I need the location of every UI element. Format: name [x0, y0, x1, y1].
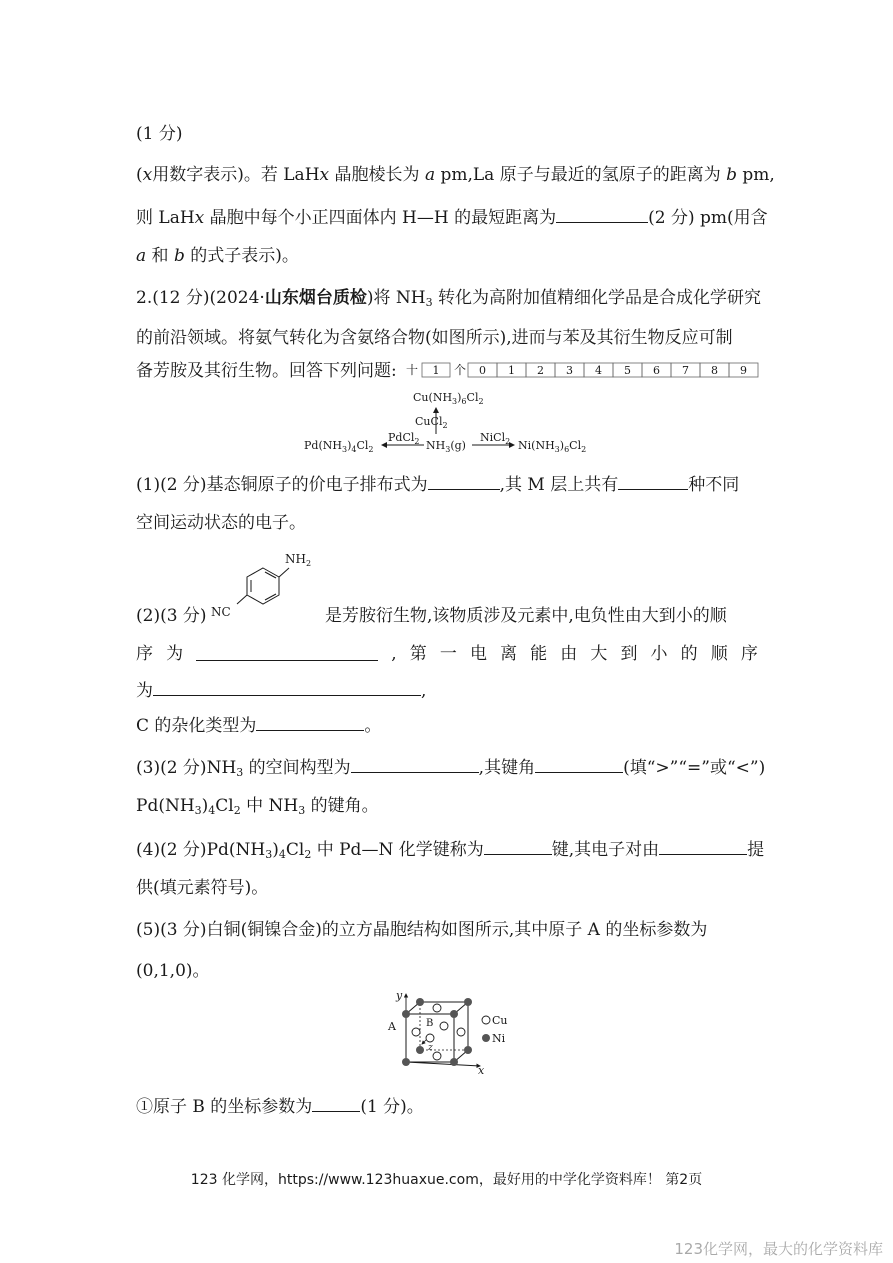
text-line-4: a 和 b 的式子表示)。: [136, 246, 299, 266]
ruler-digit: 6: [653, 364, 660, 377]
x-axis-label: x: [478, 1064, 485, 1077]
page-footer: 123 化学网，https://www.123huaxue.com，最好用的中学化学资料库！ 第2页: [190, 1172, 703, 1188]
part-3-line-1: (3)(2 分)$NH_3$ 的空间构型为 ,其键角 (填“>”“=”或“<”): [136, 755, 765, 779]
answer-blank[interactable]: [535, 755, 623, 773]
answer-blank[interactable]: [351, 755, 479, 773]
part-5-line-2: (0,1,0)。: [136, 961, 210, 981]
reaction-scheme: [300, 384, 600, 464]
aminobenzonitrile-structure: [205, 548, 315, 623]
watermark: 123化学网，最大的化学资料库: [674, 1240, 883, 1258]
answer-blank[interactable]: [196, 643, 378, 661]
product-cu: $Cu(NH_3)_6Cl_2$: [413, 391, 484, 406]
ruler-digit: 9: [740, 364, 747, 377]
answer-blank[interactable]: [153, 678, 421, 696]
reagent-cucl2: CuCl$_2$: [415, 415, 448, 430]
score-line: (1 分): [136, 124, 183, 144]
ruler-digit: 7: [682, 364, 689, 377]
ruler-digit: 1: [508, 364, 515, 377]
text-line-3: 则 LaHx 晶胞中每个小正四面体内 H—H 的最短距离为 (2 分) pm(用含: [136, 205, 768, 229]
unit-cell-figure: [382, 988, 512, 1078]
part-5-line-1: (5)(3 分)白铜(铜镍合金)的立方晶胞结构如图所示,其中原子 A 的坐标参数为: [136, 920, 708, 940]
answer-blank[interactable]: [618, 472, 688, 490]
part-1-line-1: (1)(2 分)基态铜原子的价电子排布式为 ,其 M 层上共有 种不同: [136, 472, 739, 496]
question-2-line-2: 的前沿领域。将氨气转化为含氨络合物(如图所示),进而与苯及其衍生物反应可制: [136, 328, 733, 348]
part-1-line-2: 空间运动状态的电子。: [136, 513, 306, 533]
part-2-line-1: (2)(3 分): [136, 606, 207, 626]
answer-blank[interactable]: [256, 713, 364, 731]
question-2-title: 2.(12 分)(2024·山东烟台质检)将 $NH_3$ 转化为高附加值精细化学品是合成化学研究: [136, 288, 761, 309]
y-axis-label: y: [396, 989, 403, 1002]
z-axis-label: z: [428, 1043, 433, 1053]
ruler-digit: 8: [711, 364, 718, 377]
reagent-pdcl2: PdCl$_2$: [388, 431, 420, 446]
part-2-line-4: C 的杂化类型为 。: [136, 713, 381, 737]
product-pd: $Pd(NH_3)_4Cl_2$: [304, 439, 374, 454]
part-2-line-3: 为 ,: [136, 678, 426, 702]
part-4-line-2: 供(填元素符号)。: [136, 878, 269, 898]
question-2-line-3: 备芳胺及其衍生物。回答下列问题:: [136, 361, 397, 381]
legend-cu: Cu: [492, 1014, 508, 1027]
part-2-line-2: 序 为 , 第 一 电 离 能 由 大 到 小 的 顺 序: [136, 644, 758, 664]
part-4-line-1: (4)(2 分)$Pd(NH_3)_4Cl_2$ 中 Pd—N 化学键称为 键,其电子对由 提: [136, 837, 764, 861]
answer-blank[interactable]: [659, 837, 747, 855]
atom-a-label: A: [388, 1020, 396, 1033]
ruler-digit: 4: [595, 364, 602, 377]
ruler-prefix: 十: [406, 363, 419, 377]
part-3-line-2: $Pd(NH_3)_4Cl_2$ 中 $NH_3$ 的键角。: [136, 796, 379, 817]
ruler-digit: 5: [624, 364, 631, 377]
digit-ruler: [404, 361, 760, 381]
ruler-digit: 0: [479, 364, 486, 377]
reagent-nicl2: NiCl$_2$: [480, 431, 511, 446]
ruler-digit: 2: [537, 364, 544, 377]
nh2-label: $NH_2$: [285, 552, 312, 568]
legend-ni-icon: [482, 1034, 490, 1042]
reactant-nh3: $NH_3(g)$: [426, 439, 466, 454]
atom-b-label: B: [426, 1018, 434, 1029]
ruler-mid: 个: [454, 363, 467, 377]
answer-blank[interactable]: [556, 205, 648, 223]
ruler-first: 1: [432, 364, 440, 377]
text-line-2: (x用数字表示)。若 LaHx 晶胞棱长为 a pm,La 原子与最近的氢原子的距离为 b pm,: [136, 165, 775, 185]
answer-blank[interactable]: [484, 837, 552, 855]
legend-ni: Ni: [492, 1032, 506, 1045]
ruler-digit: 3: [566, 364, 573, 377]
product-ni: $Ni(NH_3)_6Cl_2$: [518, 439, 587, 454]
part-2-line-1b: 是芳胺衍生物,该物质涉及元素中,电负性由大到小的顺: [325, 606, 727, 626]
answer-blank[interactable]: [312, 1094, 360, 1112]
subpart-1: ①原子 B 的坐标参数为 (1 分)。: [136, 1094, 424, 1118]
answer-blank[interactable]: [428, 472, 500, 490]
legend-cu-icon: [482, 1016, 490, 1024]
nc-label: NC: [211, 605, 231, 619]
